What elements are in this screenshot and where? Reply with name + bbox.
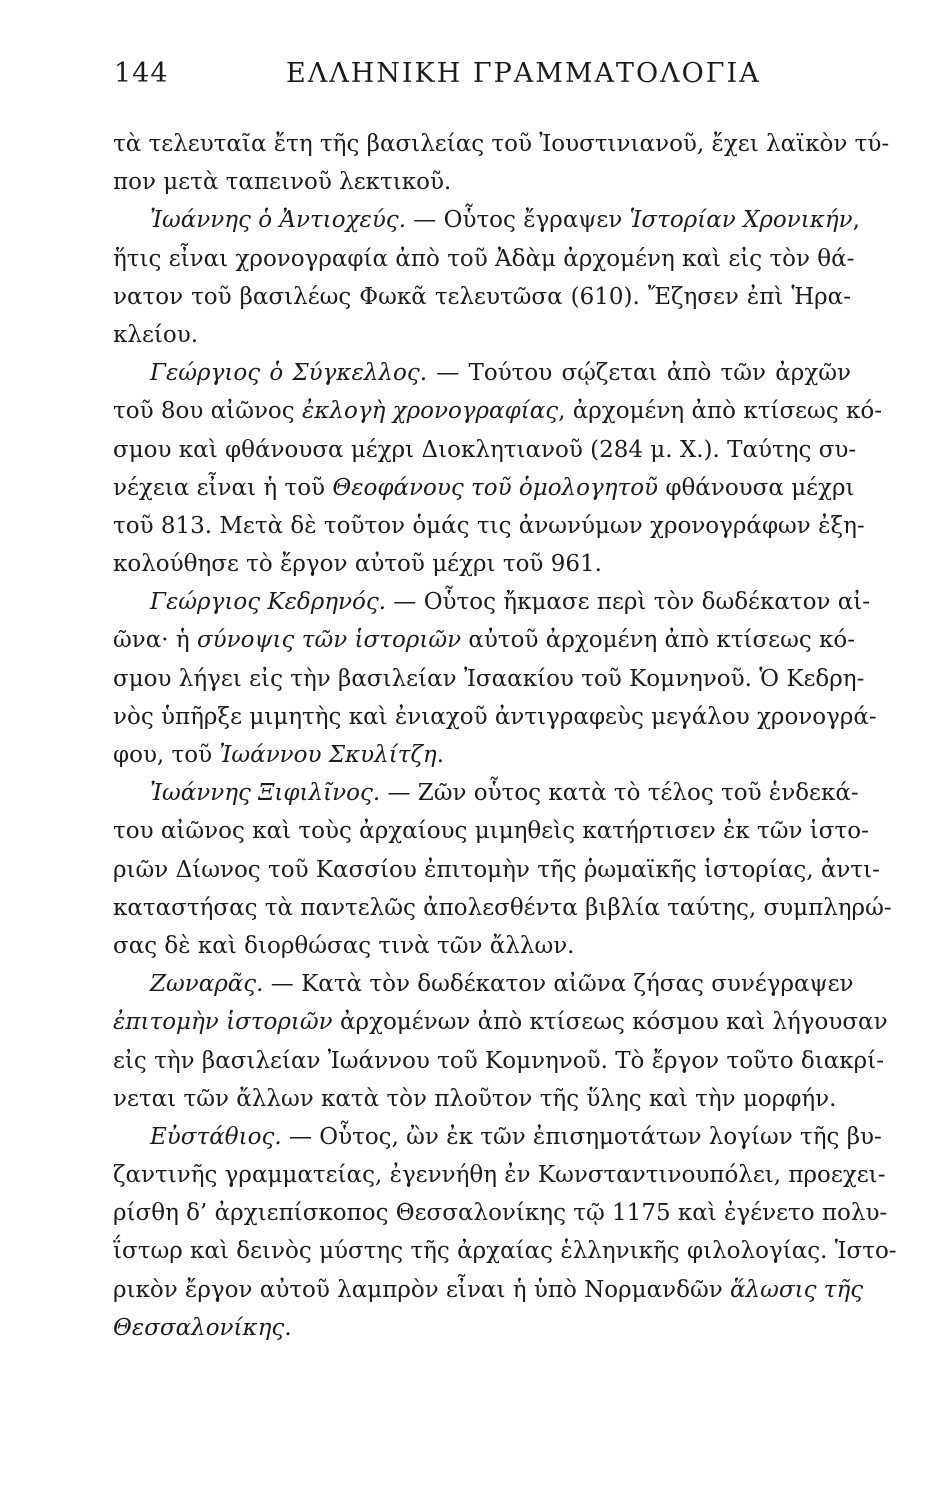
italic-text: Θεσσαλονίκης: [113, 1314, 285, 1341]
text-line: [113, 125, 890, 163]
line-text: ΐστωρ καὶ δεινὸς μύστης τῆς ἀρχαίας ἑλληνικῆς φιλολογίας. Ἱστο-: [113, 1238, 897, 1265]
line-text: αὐτοῦ ἀρχομένη ἀπὸ κτίσεως κό-: [461, 627, 856, 654]
line-text: εἰς τὴν βασιλείαν Ἰωάννου τοῦ Κομνηνοῦ. Τὸ ἔργον τοῦτο διακρί-: [113, 1047, 884, 1074]
text-line: [113, 469, 855, 507]
text-line: [113, 1194, 888, 1232]
text-line: [113, 1042, 884, 1080]
line-text: κολούθησε τὸ ἔργον αὐτοῦ μέχρι τοῦ 961.: [113, 551, 602, 578]
text-line: [113, 1156, 886, 1194]
line-text: νὸς ὑπῆρξε μιμητὴς καὶ ἐνιαχοῦ ἀντιγραφεὺς μεγάλου χρονογρά-: [113, 703, 877, 730]
italic-text: Ἰωάννης ὁ Ἀντιοχεύς.: [150, 207, 406, 234]
line-text: — Οὗτος, ὢν ἐκ τῶν ἐπισημοτάτων λογίων τῆς βυ-: [281, 1123, 882, 1150]
entry-heading-line: [113, 1118, 882, 1156]
line-text: τὰ τελευταῖα ἔτη τῆς βασιλείας τοῦ Ἰουστινιανοῦ, ἔχει λαϊκὸν τύ-: [113, 131, 890, 157]
line-text: ἥτις εἶναι χρονογραφία ἀπὸ τοῦ Ἀδὰμ ἀρχομένη καὶ εἰς τὸν θά-: [113, 245, 855, 272]
italic-text: ἐκλογὴ χρονογραφίας: [301, 398, 559, 425]
line-text: ζαντινῆς γραμματείας, ἐγεννήθη ἐν Κωνσταντινουπόλει, προεχει-: [113, 1162, 886, 1189]
line-text: νεται τῶν ἄλλων κατὰ τὸν πλοῦτον τῆς ὕλης καὶ τὴν μορφήν.: [113, 1085, 837, 1112]
text-line: [113, 927, 851, 965]
line-text: ρίσθη δ’ ἀρχιεπίσκοπος Θεσσαλονίκης τῷ 1175 καὶ ἐγένετο πολυ-: [113, 1200, 888, 1227]
text-line: [113, 545, 851, 583]
italic-text: Γεώργιος Κεδρηνός.: [150, 589, 387, 616]
line-text: ῶνα· ἡ: [113, 627, 197, 654]
line-text: ,: [852, 207, 860, 234]
page-number: 144: [114, 58, 169, 89]
body-text: [113, 125, 897, 1347]
text-line: [113, 163, 851, 201]
text-line: [113, 660, 865, 698]
line-text: — Ζῶν οὗτος κατὰ τὸ τέλος τοῦ ἑνδεκά-: [380, 780, 859, 807]
line-text: κλείου.: [113, 321, 199, 348]
line-text: .: [436, 742, 444, 768]
text-line: [113, 1232, 897, 1270]
line-text: ἀρχομένων ἀπὸ κτίσεως κόσμου καὶ λήγουσαν: [332, 1009, 888, 1036]
text-line: [113, 698, 877, 736]
entry-heading-line: [113, 201, 860, 239]
line-text: ριῶν Δίωνος τοῦ Κασσίου ἐπιτομὴν τῆς ῥωμαϊκῆς ἱστορίας, ἀντι-: [113, 856, 880, 883]
line-text: φου, τοῦ: [113, 742, 220, 768]
line-text: καταστήσας τὰ παντελῶς ἀπολεσθέντα βιβλία ταύτης, συμπληρώ-: [113, 894, 892, 921]
italic-text: Ἱστορίαν Χρονικήν: [629, 207, 853, 234]
text-line: [113, 736, 851, 774]
italic-text: ἅλωσις τῆς: [730, 1276, 864, 1303]
text-line: [113, 1080, 851, 1118]
text-line: [113, 812, 869, 850]
line-text: ρικὸν ἔργον αὐτοῦ λαμπρὸν εἶναι ἡ ὑπὸ Νορμανδῶν: [113, 1276, 730, 1303]
italic-text: Εὐστάθιος.: [150, 1123, 282, 1150]
italic-text: Ἰωάννου Σκυλίτζη: [219, 742, 437, 768]
text-line: [113, 278, 851, 316]
text-line: [113, 507, 865, 545]
text-line: [113, 1309, 851, 1347]
line-text: — Οὗτος ἤκμασε περὶ τὸν δωδέκατον αἰ-: [386, 589, 871, 616]
line-text: νατον τοῦ βασιλέως Φωκᾶ τελευτῶσα (610). Ἔζησεν ἐπὶ Ἡρα-: [113, 283, 851, 310]
page-header: [110, 58, 850, 98]
text-line: [113, 431, 857, 469]
line-text: σμου λήγει εἰς τὴν βασιλείαν Ἰσαακίου τοῦ Κομνηνοῦ. Ὁ Κεδρη-: [113, 665, 865, 692]
entry-heading-line: [113, 965, 854, 1003]
line-text: σας δὲ καὶ διορθώσας τινὰ τῶν ἄλλων.: [113, 932, 575, 959]
running-title: ΕΛΛΗΝΙΚΗ ΓΡΑΜΜΑΤΟΛΟΓΙΑ: [286, 58, 761, 89]
italic-text: ἐπιτομὴν ἱστοριῶν: [113, 1009, 333, 1036]
text-line: [113, 889, 892, 927]
line-text: του αἰῶνος καὶ τοὺς ἀρχαίους μιμηθεὶς κατήρτισεν ἐκ τῶν ἱστο-: [113, 818, 869, 845]
text-line: [113, 316, 851, 354]
line-text: πον μετὰ ταπεινοῦ λεκτικοῦ.: [113, 169, 452, 196]
entry-heading-line: [113, 583, 871, 621]
line-text: , ἀρχομένη ἀπὸ κτίσεως κό-: [558, 398, 883, 425]
line-text: .: [284, 1314, 292, 1341]
text-line: [113, 621, 856, 659]
entry-heading-line: [113, 354, 851, 392]
text-line: [113, 392, 883, 430]
line-text: νέχεια εἶναι ἡ τοῦ: [113, 474, 333, 501]
line-text: — Κατὰ τὸν δωδέκατον αἰῶνα ζήσας συνέγραψεν: [263, 971, 854, 998]
italic-text: Ἰωάννης Ξιφιλῖνος.: [150, 780, 381, 807]
line-text: — Οὗτος ἔγραψεν: [406, 207, 630, 234]
line-text: τοῦ 813. Μετὰ δὲ τοῦτον ὁμάς τις ἀνωνύμων χρονογράφων ἐξη-: [113, 512, 865, 539]
text-line: [113, 1003, 888, 1041]
line-text: — Τούτου σῴζεται ἀπὸ τῶν ἀρχῶν: [427, 360, 851, 387]
text-line: [113, 1271, 864, 1309]
line-text: σμου καὶ φθάνουσα μέχρι Διοκλητιανοῦ (284 μ. Χ.). Ταύτης συ-: [113, 436, 857, 463]
text-line: [113, 851, 880, 889]
line-text: τοῦ 8ου αἰῶνος: [113, 398, 302, 425]
italic-text: Θεοφάνους τοῦ ὁμολογητοῦ: [332, 474, 659, 501]
italic-text: σύνοψις τῶν ἱστοριῶν: [196, 627, 462, 654]
line-text: φθάνουσα μέχρι: [658, 474, 855, 501]
italic-text: Γεώργιος ὁ Σύγκελλος.: [150, 360, 428, 387]
text-line: [113, 240, 855, 278]
entry-heading-line: [113, 774, 859, 812]
italic-text: Ζωναρᾶς.: [150, 971, 264, 998]
